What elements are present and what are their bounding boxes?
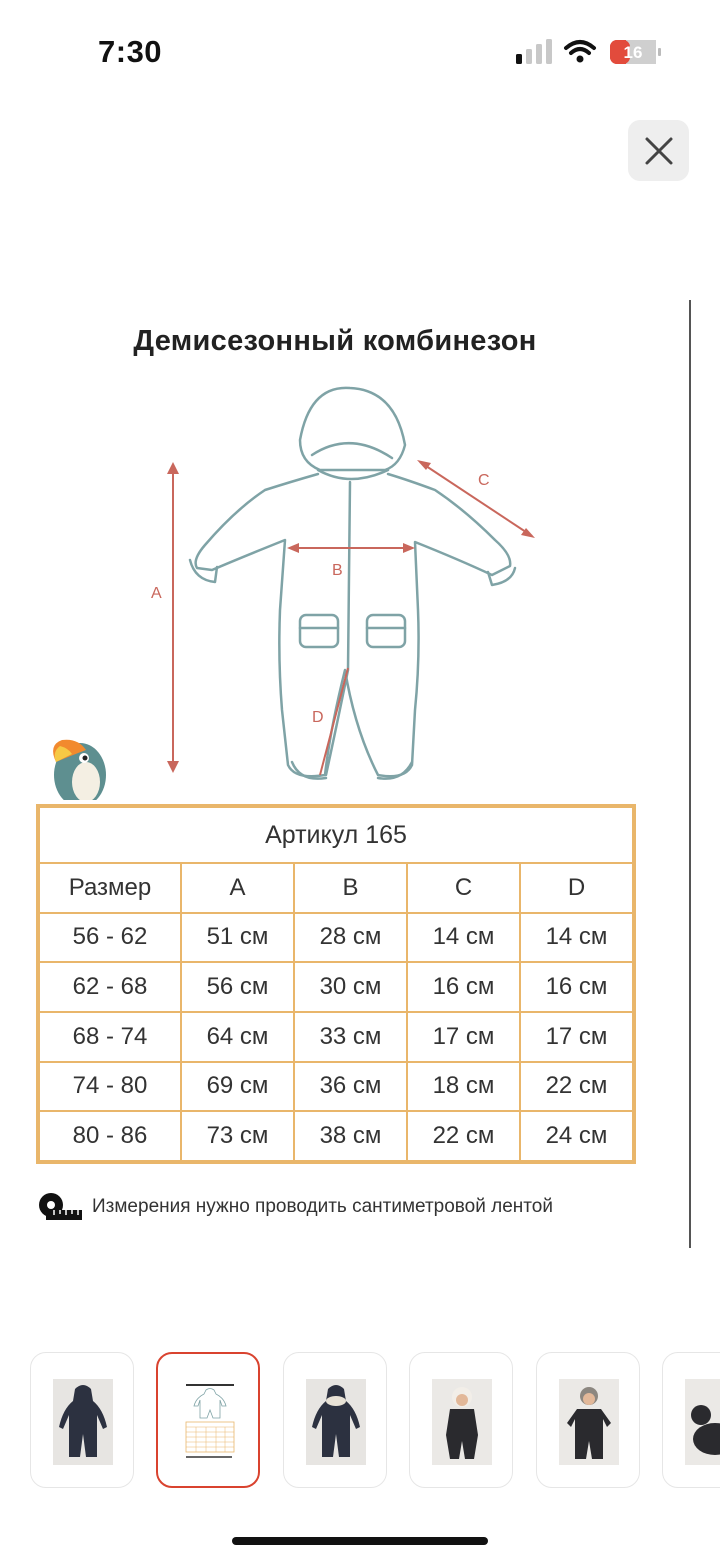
header-d: D [520,863,633,913]
toucan-mascot-icon [53,740,106,800]
cell: 22 см [520,1062,633,1112]
cell: 16 см [520,962,633,1012]
cell: 17 см [407,1012,520,1062]
table-row [39,1012,633,1062]
home-indicator[interactable] [232,1537,488,1545]
thumbnail-1[interactable] [30,1352,134,1488]
image-title: Демисезонный комбинезон [133,325,537,357]
table-row [39,1111,633,1161]
cell: 51 см [181,913,294,963]
cell: 73 см [181,1111,294,1161]
table-header-row [39,863,633,913]
close-icon [644,136,674,166]
child-grey-hat-thumbnail-icon [559,1379,619,1465]
table-caption: Артикул 165 [39,807,633,863]
size-table [36,804,636,1164]
cell: 24 см [520,1111,633,1161]
gallery-divider [689,300,691,1248]
fur-hood-jumpsuit-thumbnail-icon [306,1379,366,1465]
diagram-label-d: D [312,709,324,726]
cell: 56 см [181,962,294,1012]
measurement-note [36,1190,676,1224]
header-c: C [407,863,520,913]
cell: 38 см [294,1111,407,1161]
tape-measure-icon [36,1192,84,1222]
diagram-label-a: A [151,585,162,602]
table-row [39,1062,633,1112]
cell-size: 62 - 68 [39,962,181,1012]
cell: 22 см [407,1111,520,1161]
cell: 30 см [294,962,407,1012]
table-row [39,962,633,1012]
cell: 18 см [407,1062,520,1112]
thumbnail-6[interactable] [662,1352,720,1488]
thumbnail-4[interactable] [409,1352,513,1488]
cell: 14 см [520,913,633,963]
cell-size: 80 - 86 [39,1111,181,1161]
header-size: Размер [39,863,181,913]
cell: 64 см [181,1012,294,1062]
cell: 69 см [181,1062,294,1112]
measurement-note-text: Измерения нужно проводить сантиметровой лентой [92,1196,553,1217]
diagram-label-c: C [478,472,490,489]
size-chart-thumbnail-icon [180,1380,240,1466]
cell-size: 68 - 74 [39,1012,181,1062]
cell-size: 74 - 80 [39,1062,181,1112]
cell: 16 см [407,962,520,1012]
child-white-hat-thumbnail-icon [432,1379,492,1465]
thumbnail-strip[interactable] [0,1352,720,1492]
thumbnail-5[interactable] [536,1352,640,1488]
table-row [39,913,633,963]
jumpsuit-diagram [0,370,689,800]
cell: 17 см [520,1012,633,1062]
diagram-label-b: B [332,562,343,579]
cell: 14 см [407,913,520,963]
cell: 33 см [294,1012,407,1062]
thumbnail-2-selected[interactable] [156,1352,260,1488]
thumbnail-3[interactable] [283,1352,387,1488]
header-a: A [181,863,294,913]
battery-level: 16 [623,43,643,62]
status-time: 7:30 [98,34,163,69]
child-sitting-thumbnail-icon [685,1379,720,1465]
close-button[interactable] [628,120,689,181]
cell: 28 см [294,913,407,963]
cell-size: 56 - 62 [39,913,181,963]
dark-jumpsuit-thumbnail-icon [53,1379,113,1465]
header-b: B [294,863,407,913]
cell: 36 см [294,1062,407,1112]
